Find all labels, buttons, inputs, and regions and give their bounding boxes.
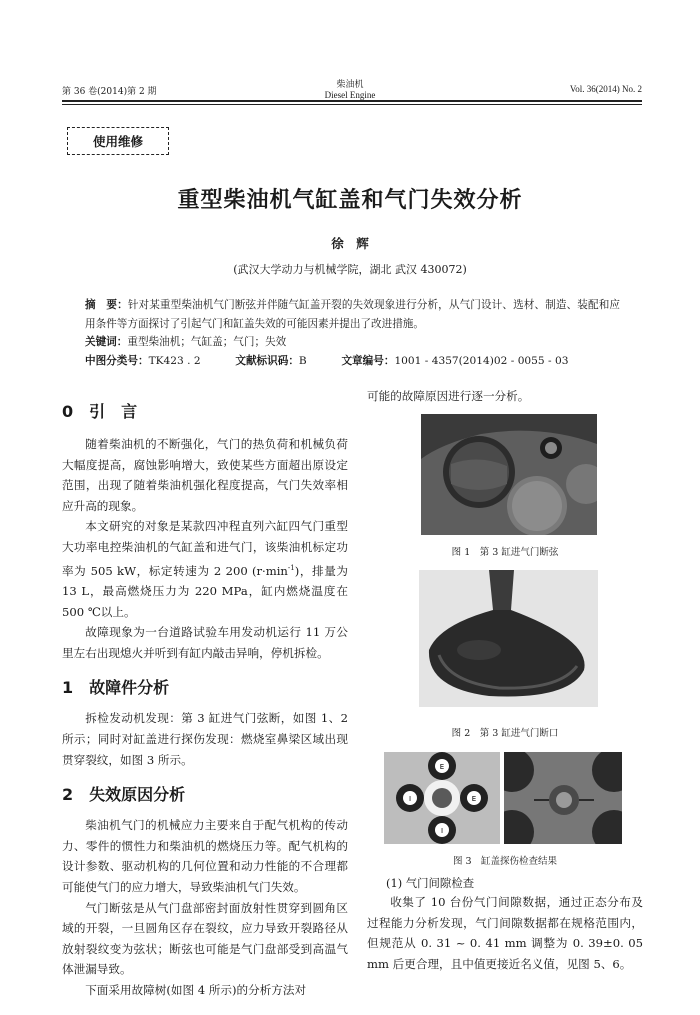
keywords-label: 关键词： (85, 336, 128, 348)
abstract-label: 摘 要： (85, 299, 128, 311)
journal-name-cn: 柴油机 (336, 80, 364, 90)
figure-3-caption: 图 3 缸盖探伤检查结果 (452, 856, 558, 867)
right-paragraph-1: 收集了 10 台份气门间隙数据，通过正态分布及过程能力分析发现，气门间隙数据都在规格范围内，但规范从 0. 31 ~ 0. 41 mm 调整为 0. 39±0. 05 mm 后更合理，且中值更接近名义值，见图 5、6。 (367, 895, 643, 971)
figure-1-photo (421, 414, 597, 535)
port-label-i-left: I (408, 795, 412, 803)
article-number-label: 文章编号： (341, 355, 395, 367)
port-label-i-bottom: I (440, 827, 444, 835)
section-1-paragraph-1: 拆检发动机发现：第 3 缸进气门弦断，如图 1、2 所示；同时对缸盖进行探伤发现：燃烧室鼻梁区域出现贯穿裂纹，如图 3 所示。 (62, 711, 348, 767)
doc-code-value: B (298, 355, 307, 367)
keywords (85, 333, 620, 351)
clc-value: TK423 . 2 (148, 355, 201, 367)
running-header-left: 第 36 卷(2014)第 2 期 (62, 87, 157, 97)
clc-label: 中图分类号： (85, 355, 149, 367)
figure-2-caption: 图 2 第 3 缸进气门断口 (451, 728, 559, 739)
right-column-text (367, 892, 643, 974)
section-0-paragraph-2 (62, 516, 348, 622)
port-label-e-top: E (439, 763, 445, 771)
section-0-heading: 0 引 言 (62, 402, 138, 421)
valve-fracture-image (419, 570, 598, 707)
journal-name-en: Diesel Engine (324, 90, 376, 100)
article-number-value: 1001 - 4357(2014)02 - 0055 - 03 (394, 355, 569, 367)
cylinder-head-image (421, 414, 597, 535)
running-header-center (300, 77, 400, 100)
cylinder-head-port-image (384, 752, 500, 844)
section-0-paragraph-2b: )，排量为 13 L，最高燃烧压力为 220 MPa，缸内燃烧温度在 500 ℃以上。 (62, 563, 348, 619)
abstract-text: 针对某重型柴油机气门断弦并伴随气缸盖开裂的失效现象进行分析，从气门设计、选材、制造、装配和应用条件等方面探讨了引起气门和缸盖失效的可能因素并提出了改进措施。 (85, 299, 620, 330)
right-column-continuation: 可能的故障原因进行逐一分析。 (367, 389, 530, 403)
keywords-text: 重型柴油机；气缸盖；气门；失效 (127, 336, 287, 348)
left-column (62, 399, 348, 1001)
figure-3-left-photo (384, 752, 500, 844)
section-2-paragraph-3: 下面采用故障树(如图 4 所示)的分析方法对 (85, 982, 307, 997)
port-label-e-right: E (471, 795, 477, 803)
figure-2-photo (419, 570, 598, 707)
article-title: 重型柴油机气缸盖和气门失效分析 (177, 188, 523, 213)
section-0-paragraph-2a: 本文研究的对象是某款四冲程直列六缸四气门重型大功率电控柴油机的气缸盖和进气门，该柴油机标定功率为 505 kW，标定转速为 2 200 (r·min (62, 519, 348, 578)
doc-code-label: 文献标识码： (235, 355, 299, 367)
section-0-paragraph-1: 随着柴油机的不断强化，气门的热负荷和机械负荷大幅度提高，腐蚀影响增大，致使某些方面超出原设定范围，出现了随着柴油机强化程度提高，气门失效率相应升高的现象。 (62, 437, 348, 513)
section-2-paragraph-1: 柴油机气门的机械应力主要来自于配气机构的传动力、零件的惯性力和柴油机的燃烧压力等。配气机构的设计参数、驱动机构的几何位置和动力性能的不合理都可能使气门的应力增大，导致柴油机气门失效。 (62, 818, 348, 894)
classification-line (85, 352, 625, 370)
header-rule (62, 100, 642, 102)
figure-3-right-photo (504, 752, 622, 844)
section-1-heading: 1 故障件分析 (62, 678, 170, 698)
section-2-paragraph-2: 气门断弦是从气门盘部密封面放射性贯穿到圆角区域的开裂，一旦圆角区存在裂纹，应力导致开裂路径从放射裂纹变为弦状；断弦也可能是气门盘部受到高温气体泄漏导致。 (62, 900, 348, 977)
section-2-heading: 2 失效原因分析 (62, 785, 186, 805)
column-tag: 使用维修 (67, 127, 169, 155)
crack-detail-image (504, 752, 622, 844)
unit-superscript: -1 (287, 563, 295, 572)
author: 徐 辉 (331, 236, 369, 251)
section-0-paragraph-3: 故障现象为一台道路试验车用发动机运行 11 万公里左右出现熄火并听到有缸内敲击异响，停机拆检。 (62, 625, 348, 660)
abstract (85, 296, 620, 333)
header-rule-thin (62, 104, 642, 105)
figure-1-caption: 图 1 第 3 缸进气门断弦 (451, 547, 559, 558)
running-header-right: Vol. 36(2014) No. 2 (569, 84, 642, 94)
subsection-heading: (1) 气门间隙检查 (386, 876, 475, 890)
affiliation: (武汉大学动力与机械学院，湖北 武汉 430072) (233, 263, 467, 276)
